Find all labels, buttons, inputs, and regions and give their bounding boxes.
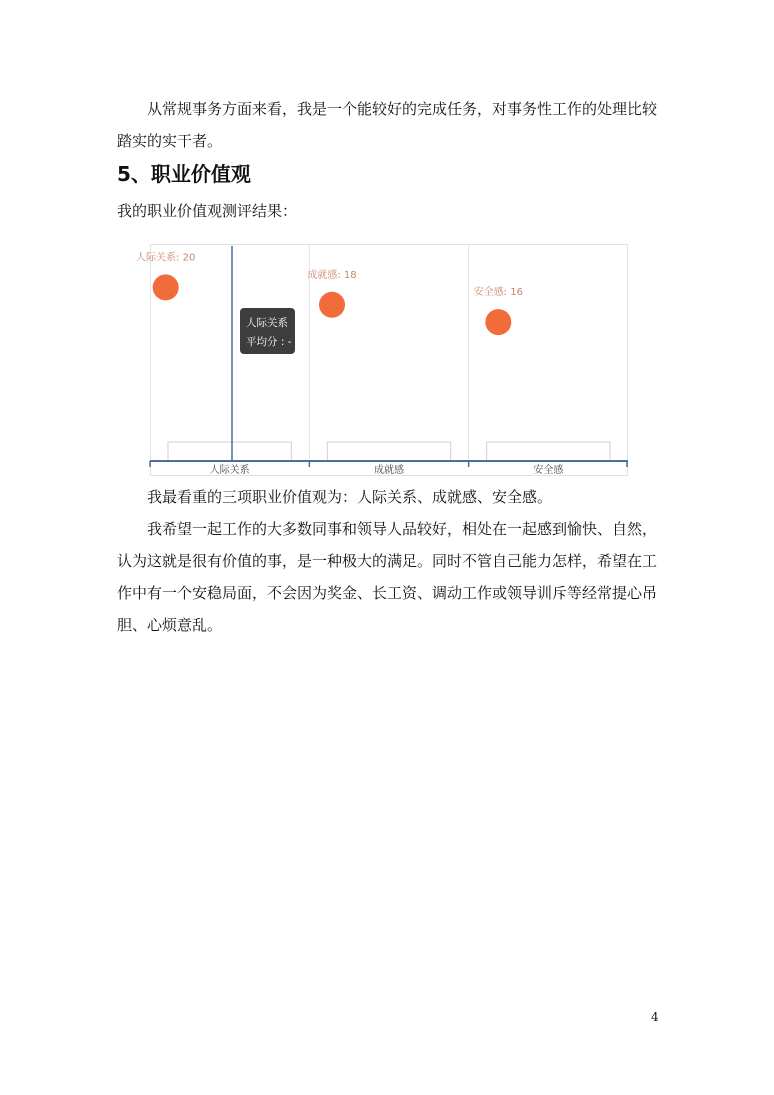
paragraph-top-values: 我最看重的三项职业价值观为：人际关系、成就感、安全感。 bbox=[147, 488, 553, 506]
x-tick-label: 成就感 bbox=[374, 465, 404, 476]
data-point[interactable] bbox=[153, 274, 179, 300]
section-heading: 5、职业价值观 bbox=[117, 162, 251, 186]
chart-svg bbox=[136, 244, 628, 476]
data-label: 成就感: 18 bbox=[307, 269, 357, 281]
career-values-chart bbox=[136, 244, 628, 476]
paragraph-routine-work: 从常规事务方面来看，我是一个能较好的完成任务，对事务性工作的处理比较踏实的实干者。 bbox=[117, 100, 658, 150]
data-label: 安全感: 16 bbox=[473, 287, 523, 299]
chart-frame bbox=[151, 245, 628, 476]
tooltip-title: 人际关系 bbox=[246, 317, 288, 329]
page-number: 4 bbox=[651, 1010, 659, 1024]
data-label: 人际关系: 20 bbox=[136, 252, 196, 264]
x-tick-label: 安全感 bbox=[533, 465, 564, 476]
tooltip-value: 平均分 : - bbox=[246, 336, 292, 348]
paragraph-explanation: 我希望一起工作的大多数同事和领导人品较好，相处在一起感到愉快、自然，认为这就是很有价值的事，是一种极大的满足。同时不管自己能力怎样，希望在工作中有一个安稳局面，不会因为奖金、长工资、调动工作或领导训斥等经常提心吊胆、心烦意乱。 bbox=[117, 520, 658, 634]
intro-text: 我的职业价值观测评结果： bbox=[117, 202, 298, 220]
x-tick-label: 人际关系 bbox=[209, 465, 250, 476]
tooltip bbox=[240, 308, 295, 354]
data-point[interactable] bbox=[485, 309, 511, 335]
data-point[interactable] bbox=[319, 292, 345, 318]
